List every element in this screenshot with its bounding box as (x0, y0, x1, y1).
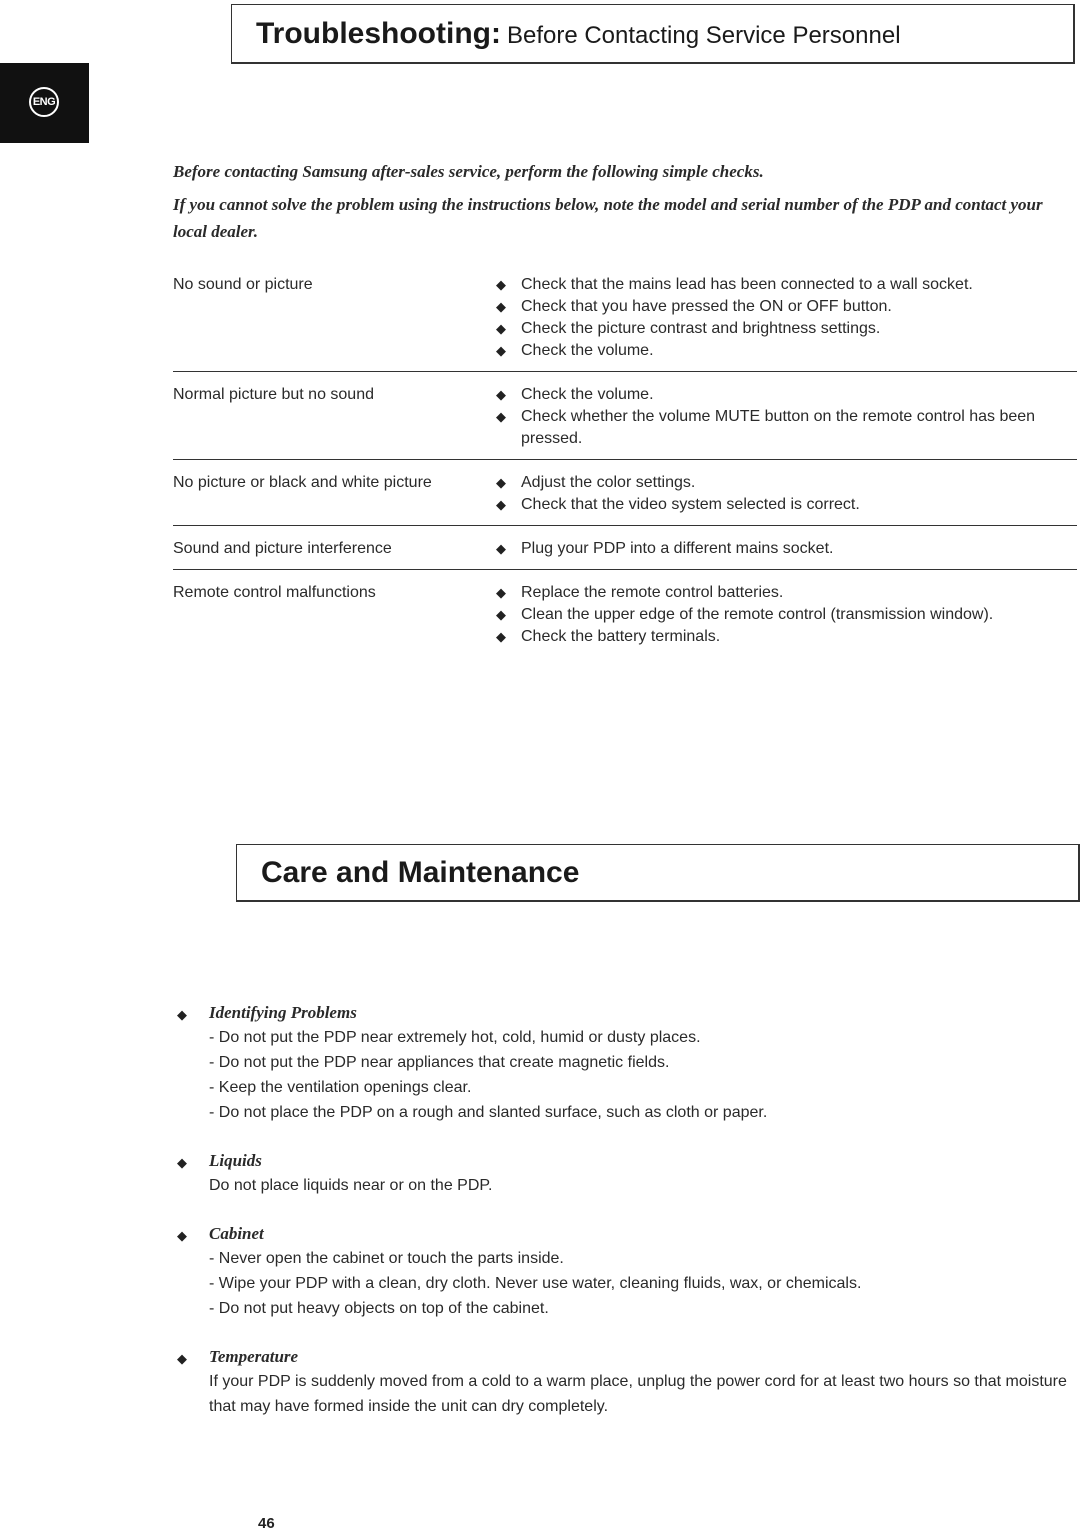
check-list (489, 582, 1077, 648)
check-list (489, 274, 1077, 362)
check-list (489, 384, 1077, 450)
care-heading: ◆ Liquids (209, 1151, 262, 1170)
care-line: - Wipe your PDP with a clean, dry cloth. Never use water, cleaning fluids, wax, or chemicals. (209, 1275, 862, 1292)
problem-label: No picture or black and white picture (173, 474, 432, 491)
problem-label: Normal picture but no sound (173, 386, 374, 403)
check-text: Check the battery terminals. (521, 628, 721, 645)
check-text: Adjust the color settings. (521, 474, 696, 491)
care-title: Care and Maintenance (261, 855, 580, 889)
care-title-wrap (261, 856, 579, 890)
care-line: Do not place liquids near or on the PDP. (209, 1177, 493, 1194)
table-row (173, 536, 1077, 570)
care-item (177, 1221, 1067, 1321)
table-row (173, 272, 1077, 372)
care-item (177, 1000, 1067, 1125)
page-number: 46 (258, 1515, 275, 1532)
check-item (489, 274, 1077, 296)
check-item (489, 340, 1077, 362)
troubleshooting-header (231, 4, 1075, 64)
troubleshooting-title: Troubleshooting: (256, 16, 501, 50)
care-line: - Do not put heavy objects on top of the cabinet. (209, 1300, 549, 1317)
check-item (489, 296, 1077, 318)
problem-label: Sound and picture interference (173, 540, 392, 557)
care-item (177, 1344, 1067, 1419)
troubleshooting-table (173, 272, 1077, 667)
check-item (489, 384, 1077, 406)
check-list (489, 472, 1077, 516)
check-item (489, 472, 1077, 494)
check-text: Check that you have pressed the ON or OFF button. (521, 298, 892, 315)
care-heading: ◆ Cabinet (209, 1224, 264, 1243)
check-item (489, 582, 1077, 604)
intro-paragraph-2: If you cannot solve the problem using the instructions below, note the model and serial number of the PDP and contact your local dealer. (173, 195, 1043, 241)
care-line: If your PDP is suddenly moved from a cold to a warm place, unplug the power cord for at least two hours so that moisture that may have formed inside the unit can dry completely. (209, 1373, 1067, 1415)
table-row (173, 470, 1077, 526)
care-list (177, 1000, 1067, 1442)
check-text: Plug your PDP into a different mains socket. (521, 540, 834, 557)
care-line: - Keep the ventilation openings clear. (209, 1079, 472, 1096)
care-line: - Never open the cabinet or touch the parts inside. (209, 1250, 564, 1267)
check-item (489, 494, 1077, 516)
check-item (489, 538, 1077, 560)
check-text: Check the volume. (521, 386, 654, 403)
check-list (489, 538, 1077, 560)
troubleshooting-title-wrap (256, 17, 901, 51)
table-row (173, 382, 1077, 460)
check-item (489, 604, 1077, 626)
check-text: Check whether the volume MUTE button on the remote control has been pressed. (521, 408, 1036, 447)
check-text: Check the volume. (521, 342, 654, 359)
table-row (173, 580, 1077, 657)
care-item (177, 1148, 1067, 1198)
care-line: - Do not put the PDP near appliances that create magnetic fields. (209, 1054, 670, 1071)
care-heading: ◆ Identifying Problems (209, 1003, 357, 1022)
check-item (489, 406, 1077, 450)
intro-paragraph-1: Before contacting Samsung after-sales service, perform the following simple checks. (173, 162, 764, 181)
check-item (489, 318, 1077, 340)
troubleshooting-subtitle: Before Contacting Service Personnel (506, 21, 901, 49)
care-line: - Do not place the PDP on a rough and slanted surface, such as cloth or paper. (209, 1104, 768, 1121)
check-text: Check that the video system selected is correct. (521, 496, 860, 513)
language-badge: ENG (29, 87, 59, 117)
check-text: Check the picture contrast and brightness settings. (521, 320, 881, 337)
check-text: Check that the mains lead has been connected to a wall socket. (521, 276, 973, 293)
care-header (236, 844, 1080, 902)
care-line: - Do not put the PDP near extremely hot, cold, humid or dusty places. (209, 1029, 701, 1046)
check-text: Clean the upper edge of the remote control (transmission window). (521, 606, 994, 623)
problem-label: Remote control malfunctions (173, 584, 376, 601)
care-heading: ◆ Temperature (209, 1347, 299, 1366)
problem-label: No sound or picture (173, 276, 313, 293)
check-text: Replace the remote control batteries. (521, 584, 784, 601)
check-item (489, 626, 1077, 648)
